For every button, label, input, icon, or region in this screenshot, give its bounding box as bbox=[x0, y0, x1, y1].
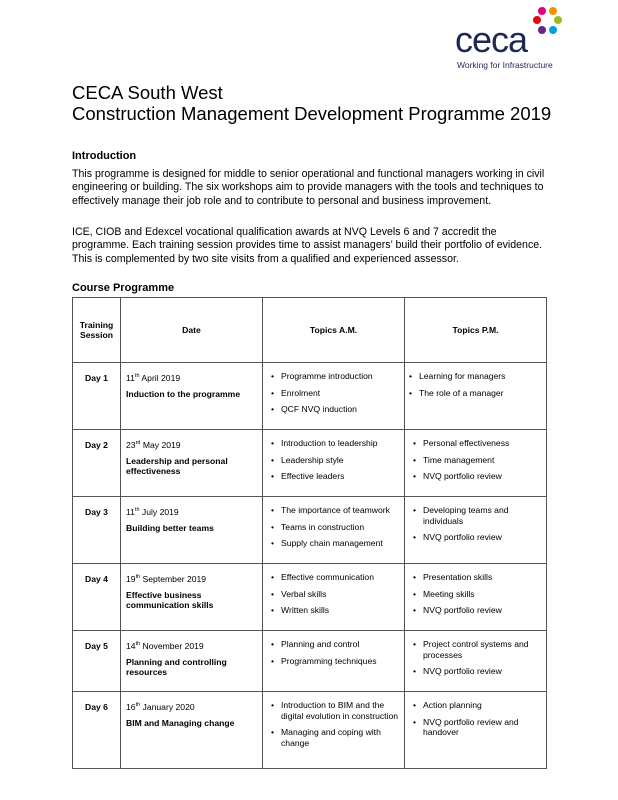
header-topics-pm: Topics P.M. bbox=[405, 298, 547, 363]
introduction-heading: Introduction bbox=[72, 150, 137, 162]
date-cell bbox=[121, 631, 263, 692]
session-name: Planning and controlling resources bbox=[126, 656, 227, 677]
list-item: • Enrolment bbox=[271, 388, 400, 399]
table-row bbox=[73, 430, 547, 497]
topics-pm-list bbox=[405, 692, 546, 748]
list-item: • Developing teams and individuals bbox=[413, 505, 542, 526]
day-label: Day 3 bbox=[73, 497, 121, 564]
session-date: 11th April 2019 bbox=[126, 373, 181, 383]
topics-am-list bbox=[263, 497, 404, 559]
topics-am-list bbox=[263, 430, 404, 492]
session-name: Building better teams bbox=[126, 522, 214, 533]
topics-am-list bbox=[263, 564, 404, 626]
topics-pm-list bbox=[405, 631, 546, 687]
session-date: 19th September 2019 bbox=[126, 574, 207, 584]
list-item: • Supply chain management bbox=[271, 538, 400, 549]
date-cell bbox=[121, 692, 263, 769]
list-item: • Verbal skills bbox=[271, 589, 400, 600]
topics-pm-list bbox=[405, 430, 546, 492]
list-item: • The importance of teamwork bbox=[271, 505, 400, 516]
date-cell bbox=[121, 497, 263, 564]
header-training-session: Training Session bbox=[73, 298, 121, 363]
logo-tagline: Working for Infrastructure bbox=[457, 60, 553, 70]
logo-wordmark: ceca bbox=[455, 19, 528, 60]
table-body bbox=[73, 363, 547, 769]
session-name: Induction to the programme bbox=[126, 388, 241, 399]
list-item: • Written skills bbox=[271, 605, 400, 616]
intro-paragraph-2: ICE, CIOB and Edexcel vocational qualification awards at NVQ Levels 6 and 7 accredit the programme. Each training session provides time to assist managers’ build their portfolio of evidence. This is complemented by two site visits from a qualified and experienced assessor. bbox=[72, 226, 543, 265]
topics-pm-cell bbox=[405, 363, 547, 430]
topics-am-cell bbox=[263, 564, 405, 631]
list-item: • Learning for managers bbox=[409, 371, 542, 382]
title-line-1: CECA South West bbox=[72, 82, 223, 103]
list-item: • Action planning bbox=[413, 700, 542, 711]
session-name: BIM and Managing change bbox=[126, 717, 235, 728]
list-item: • Time management bbox=[413, 455, 542, 466]
topics-pm-cell bbox=[405, 692, 547, 769]
header-date: Date bbox=[121, 298, 263, 363]
session-date: 16th January 2020 bbox=[126, 702, 195, 712]
list-item: • Teams in construction bbox=[271, 522, 400, 533]
list-item: • Meeting skills bbox=[413, 589, 542, 600]
topics-pm-list bbox=[405, 363, 546, 408]
topics-am-list bbox=[263, 363, 404, 425]
course-programme-table bbox=[72, 297, 547, 769]
list-item: • Leadership style bbox=[271, 455, 400, 466]
list-item: • NVQ portfolio review bbox=[413, 605, 542, 616]
session-date: 14th November 2019 bbox=[126, 641, 204, 651]
table-row bbox=[73, 631, 547, 692]
list-item: • Introduction to BIM and the digital evolution in construction bbox=[271, 700, 400, 721]
list-item: • Programming techniques bbox=[271, 656, 400, 667]
topics-pm-cell bbox=[405, 564, 547, 631]
list-item: • Project control systems and processes bbox=[413, 639, 542, 660]
table-row bbox=[73, 497, 547, 564]
date-cell bbox=[121, 564, 263, 631]
list-item: • Programme introduction bbox=[271, 371, 400, 382]
list-item: • Presentation skills bbox=[413, 572, 542, 583]
list-item: • Effective leaders bbox=[271, 471, 400, 482]
topics-am-list bbox=[263, 692, 404, 758]
topics-pm-list bbox=[405, 497, 546, 553]
list-item: • Personal effectiveness bbox=[413, 438, 542, 449]
list-item: • NVQ portfolio review bbox=[413, 666, 542, 677]
list-item: • The role of a manager bbox=[409, 388, 542, 399]
session-date: 11th July 2019 bbox=[126, 507, 179, 517]
topics-am-cell bbox=[263, 692, 405, 769]
list-item: • NVQ portfolio review bbox=[413, 532, 542, 543]
day-label: Day 1 bbox=[73, 363, 121, 430]
ceca-logo bbox=[455, 4, 565, 72]
title-line-2: Construction Management Development Programme 2019 bbox=[72, 103, 552, 124]
table-row bbox=[73, 692, 547, 769]
table-header-row bbox=[73, 298, 547, 363]
date-cell bbox=[121, 430, 263, 497]
session-name: Leadership and personal effectiveness bbox=[126, 455, 228, 476]
topics-pm-cell bbox=[405, 430, 547, 497]
topics-am-list bbox=[263, 631, 404, 676]
day-label: Day 5 bbox=[73, 631, 121, 692]
list-item: • Introduction to leadership bbox=[271, 438, 400, 449]
date-cell bbox=[121, 363, 263, 430]
topics-am-cell bbox=[263, 497, 405, 564]
session-name: Effective business communication skills bbox=[126, 589, 214, 610]
course-programme-heading: Course Programme bbox=[72, 282, 175, 294]
list-item: • QCF NVQ induction bbox=[271, 404, 400, 415]
page-title bbox=[72, 82, 551, 124]
topics-am-cell bbox=[263, 430, 405, 497]
table-row bbox=[73, 363, 547, 430]
list-item: • Planning and control bbox=[271, 639, 400, 650]
topics-am-cell bbox=[263, 363, 405, 430]
topics-pm-cell bbox=[405, 631, 547, 692]
intro-paragraph-1: This programme is designed for middle to senior operational and functional managers working in civil engineering or building. The six workshops aim to provide managers with the tools and techniques to effectively manage their job role and to contribute to personal and business improvement. bbox=[72, 168, 545, 207]
list-item: • NVQ portfolio review bbox=[413, 471, 542, 482]
list-item: • NVQ portfolio review and handover bbox=[413, 717, 542, 738]
table-row bbox=[73, 564, 547, 631]
topics-am-cell bbox=[263, 631, 405, 692]
list-item: • Managing and coping with change bbox=[271, 727, 400, 748]
list-item: • Effective communication bbox=[271, 572, 400, 583]
day-label: Day 2 bbox=[73, 430, 121, 497]
session-date: 23rd May 2019 bbox=[126, 440, 181, 450]
topics-pm-cell bbox=[405, 497, 547, 564]
topics-pm-list bbox=[405, 564, 546, 626]
header-topics-am: Topics A.M. bbox=[263, 298, 405, 363]
day-label: Day 4 bbox=[73, 564, 121, 631]
logo-dots-icon bbox=[533, 6, 563, 36]
day-label: Day 6 bbox=[73, 692, 121, 769]
